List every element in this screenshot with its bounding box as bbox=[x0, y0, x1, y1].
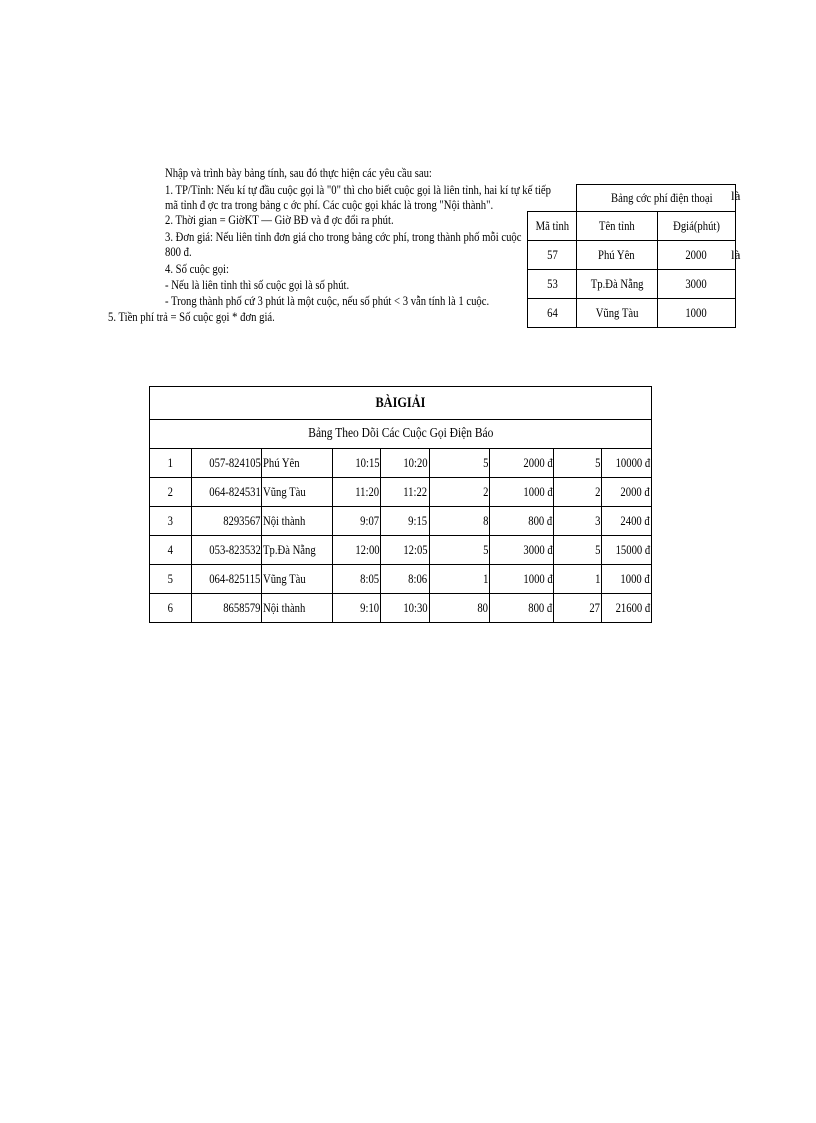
requirement-3-line-1: 3. Đơn giá: Nếu liên tỉnh đơn giá cho trong bảng cớc phí, trong thành phố mỗi cuộc bbox=[165, 229, 522, 244]
minutes: 2 bbox=[429, 478, 490, 507]
row-index: 5 bbox=[150, 565, 192, 594]
call-count: 3 bbox=[554, 507, 602, 536]
unit-price: 3000 đ bbox=[490, 536, 554, 565]
total-fee: 2400 đ bbox=[602, 507, 652, 536]
requirement-3-line-2: 800 đ. bbox=[165, 244, 192, 259]
unit-price: 1000 đ bbox=[490, 478, 554, 507]
total-fee: 10000 đ bbox=[602, 449, 652, 478]
table-row bbox=[150, 507, 652, 536]
fee-code: 64 bbox=[528, 299, 577, 328]
solution-subtitle: Bảng Theo Dõi Các Cuộc Gọi Điện Báo bbox=[150, 420, 652, 449]
minutes: 80 bbox=[429, 594, 490, 623]
requirement-4-city: - Trong thành phố cứ 3 phút là một cuộc, nếu số phút < 3 vẫn tính là 1 cuộc. bbox=[165, 293, 490, 308]
unit-price: 1000 đ bbox=[490, 565, 554, 594]
start-time: 9:10 bbox=[332, 594, 380, 623]
total-fee: 2000 đ bbox=[602, 478, 652, 507]
call-count: 27 bbox=[554, 594, 602, 623]
fee-name: Vũng Tàu bbox=[577, 299, 658, 328]
fee-code: 57 bbox=[528, 241, 577, 270]
requirement-4-intercity: - Nếu là liên tỉnh thì số cuộc gọi là số phút. bbox=[165, 277, 350, 292]
unit-price: 800 đ bbox=[490, 594, 554, 623]
requirement-5: 5. Tiền phí trả = Số cuộc gọi * đơn giá. bbox=[108, 309, 275, 324]
row-index: 1 bbox=[150, 449, 192, 478]
table-row bbox=[528, 299, 736, 328]
table-row bbox=[528, 241, 736, 270]
province: Nội thành bbox=[262, 507, 332, 536]
phone-number: 064-824531 bbox=[192, 478, 262, 507]
fee-name: Phú Yên bbox=[577, 241, 658, 270]
province: Vũng Tàu bbox=[262, 565, 332, 594]
end-time: 10:30 bbox=[381, 594, 429, 623]
province: Vũng Tàu bbox=[262, 478, 332, 507]
start-time: 11:20 bbox=[332, 478, 380, 507]
requirement-2: 2. Thời gian = GiờKT — Giờ BĐ và đ ợc đổi ra phút. bbox=[165, 212, 394, 227]
phone-number: 8293567 bbox=[192, 507, 262, 536]
province: Tp.Đà Nẵng bbox=[262, 536, 332, 565]
minutes: 5 bbox=[429, 536, 490, 565]
total-fee: 21600 đ bbox=[602, 594, 652, 623]
end-time: 12:05 bbox=[381, 536, 429, 565]
call-count: 2 bbox=[554, 478, 602, 507]
start-time: 9:07 bbox=[332, 507, 380, 536]
start-time: 10:15 bbox=[332, 449, 380, 478]
fee-header-price: Đgiá(phút) bbox=[657, 212, 735, 241]
start-time: 12:00 bbox=[332, 536, 380, 565]
fee-table-header bbox=[528, 212, 736, 241]
row-index: 4 bbox=[150, 536, 192, 565]
end-time: 8:06 bbox=[381, 565, 429, 594]
fee-code: 53 bbox=[528, 270, 577, 299]
fee-header-name: Tên tỉnh bbox=[577, 212, 658, 241]
start-time: 8:05 bbox=[332, 565, 380, 594]
table-row bbox=[150, 449, 652, 478]
end-time: 11:22 bbox=[381, 478, 429, 507]
requirement-4: 4. Số cuộc gọi: bbox=[165, 261, 229, 276]
minutes: 5 bbox=[429, 449, 490, 478]
table-row bbox=[528, 270, 736, 299]
fee-header-code: Mã tỉnh bbox=[528, 212, 577, 241]
total-fee: 15000 đ bbox=[602, 536, 652, 565]
requirement-1-line-1: 1. TP/Tỉnh: Nếu kí tự đầu cuộc gọi là "0" thì cho biết cuộc gọi là liên tỉnh, hai kí tự kế tiếp bbox=[165, 182, 551, 197]
total-fee: 1000 đ bbox=[602, 565, 652, 594]
fee-name: Tp.Đà Nẵng bbox=[577, 270, 658, 299]
fee-table bbox=[527, 184, 736, 328]
table-row bbox=[150, 478, 652, 507]
fee-table-caption: Bảng cớc phí điện thoại bbox=[577, 185, 736, 212]
minutes: 8 bbox=[429, 507, 490, 536]
row-index: 2 bbox=[150, 478, 192, 507]
solution-table bbox=[149, 386, 652, 623]
row-index: 3 bbox=[150, 507, 192, 536]
minutes: 1 bbox=[429, 565, 490, 594]
instructions-intro: Nhập và trình bày bảng tính, sau đó thực hiện các yêu cầu sau: bbox=[165, 165, 432, 180]
table-row bbox=[150, 565, 652, 594]
call-count: 1 bbox=[554, 565, 602, 594]
table-row bbox=[150, 536, 652, 565]
unit-price: 800 đ bbox=[490, 507, 554, 536]
overflow-text-1: là bbox=[731, 188, 741, 203]
overflow-text-2: là bbox=[731, 247, 741, 262]
end-time: 10:20 bbox=[381, 449, 429, 478]
phone-number: 064-825115 bbox=[192, 565, 262, 594]
fee-price: 2000 bbox=[657, 241, 735, 270]
province: Phú Yên bbox=[262, 449, 332, 478]
call-count: 5 bbox=[554, 536, 602, 565]
requirement-1-line-2: mã tỉnh đ ợc tra trong bảng c ớc phí. Các cuộc gọi khác là trong "Nội thành". bbox=[165, 197, 494, 212]
solution-title: BÀIGIẢI bbox=[150, 387, 652, 420]
table-row bbox=[150, 594, 652, 623]
unit-price: 2000 đ bbox=[490, 449, 554, 478]
fee-price: 1000 bbox=[657, 299, 735, 328]
fee-price: 3000 bbox=[657, 270, 735, 299]
phone-number: 053-823532 bbox=[192, 536, 262, 565]
province: Nội thành bbox=[262, 594, 332, 623]
end-time: 9:15 bbox=[381, 507, 429, 536]
call-count: 5 bbox=[554, 449, 602, 478]
phone-number: 8658579 bbox=[192, 594, 262, 623]
row-index: 6 bbox=[150, 594, 192, 623]
phone-number: 057-824105 bbox=[192, 449, 262, 478]
